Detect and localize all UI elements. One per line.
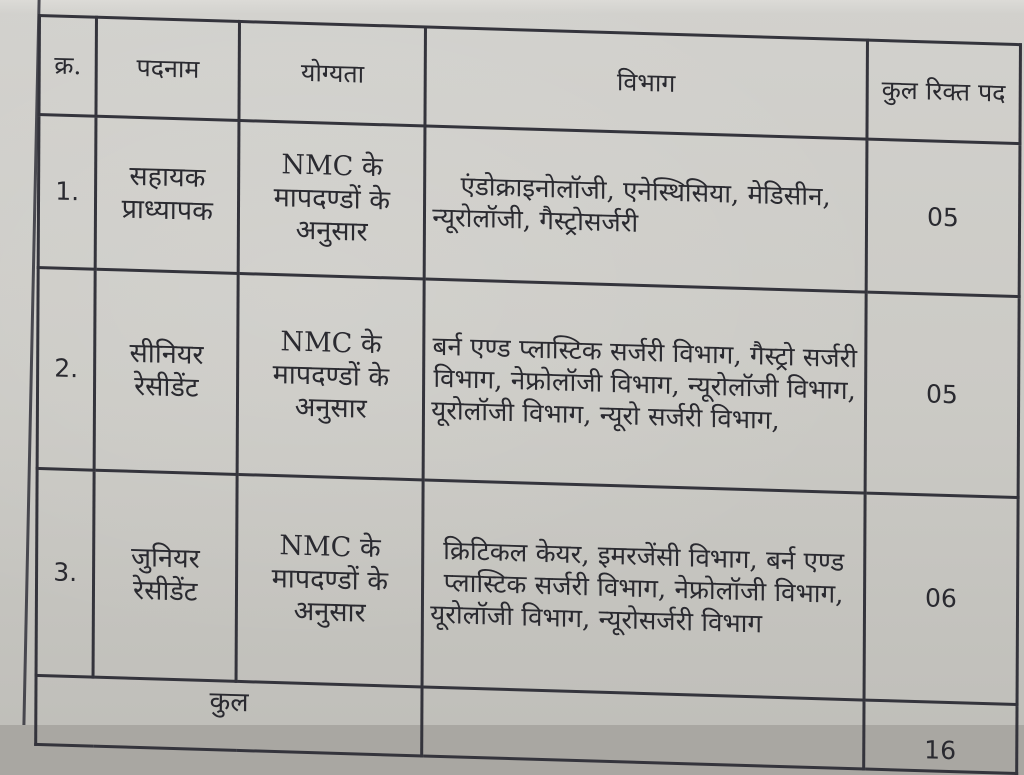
row-post: जुनियर रेसीडेंट [93,470,237,681]
row-department: क्रिटिकल केयर, इमरजेंसी विभाग, बर्न एण्ड प्लास्टिक सर्जरी विभाग, नेफ्रोलॉजी विभाग, यूरोलॉजी विभाग, न्यूरोसर्जरी विभाग [422,480,865,700]
row-sno: 3. [36,468,94,677]
row-department: एंडोक्राइनोलॉजी, एनेस्थिसिया, मेडिसीन, न्यूरोलॉजी, गैस्ट्रोसर्जरी [424,126,866,292]
page-top-strip [0,0,1024,14]
header-sno: क्र. [39,16,97,117]
row-post: सहायक प्राध्यापक [95,116,239,273]
header-vacancies: कुल रिक्त पद [867,40,1021,144]
header-qualification: योग्यता [239,21,425,126]
table-row [37,268,1019,498]
total-label: कुल [36,675,423,755]
header-department: विभाग [425,27,867,139]
header-post: पदनाम [96,17,240,120]
row-vacancies: 05 [865,292,1019,498]
row-post: सीनियर रेसीडेंट [94,269,238,474]
row-qualification: NMC के मापदण्डों के अनुसार [236,474,423,686]
row-vacancies: 05 [866,139,1020,297]
table-row [36,468,1018,704]
row-sno: 2. [37,268,95,471]
row-vacancies: 06 [864,493,1018,705]
vacancy-table-container [38,14,1022,765]
vacancy-table [34,14,1022,775]
row-qualification: NMC के मापदण्डों के अनुसार [237,273,424,479]
table-row [38,115,1020,297]
total-value: 16 [863,700,1017,774]
row-qualification: NMC के मापदण्डों के अनुसार [238,120,425,278]
row-department: बर्न एण्ड प्लास्टिक सर्जरी विभाग, गैस्ट्रो सर्जरी विभाग, नेफ्रोलॉजी विभाग, न्यूरोलॉजी विभाग, यूरोलॉजी विभाग, न्यूरो सर्जरी विभाग, [423,279,865,493]
total-empty-cell [422,687,864,769]
row-sno: 1. [38,115,96,270]
